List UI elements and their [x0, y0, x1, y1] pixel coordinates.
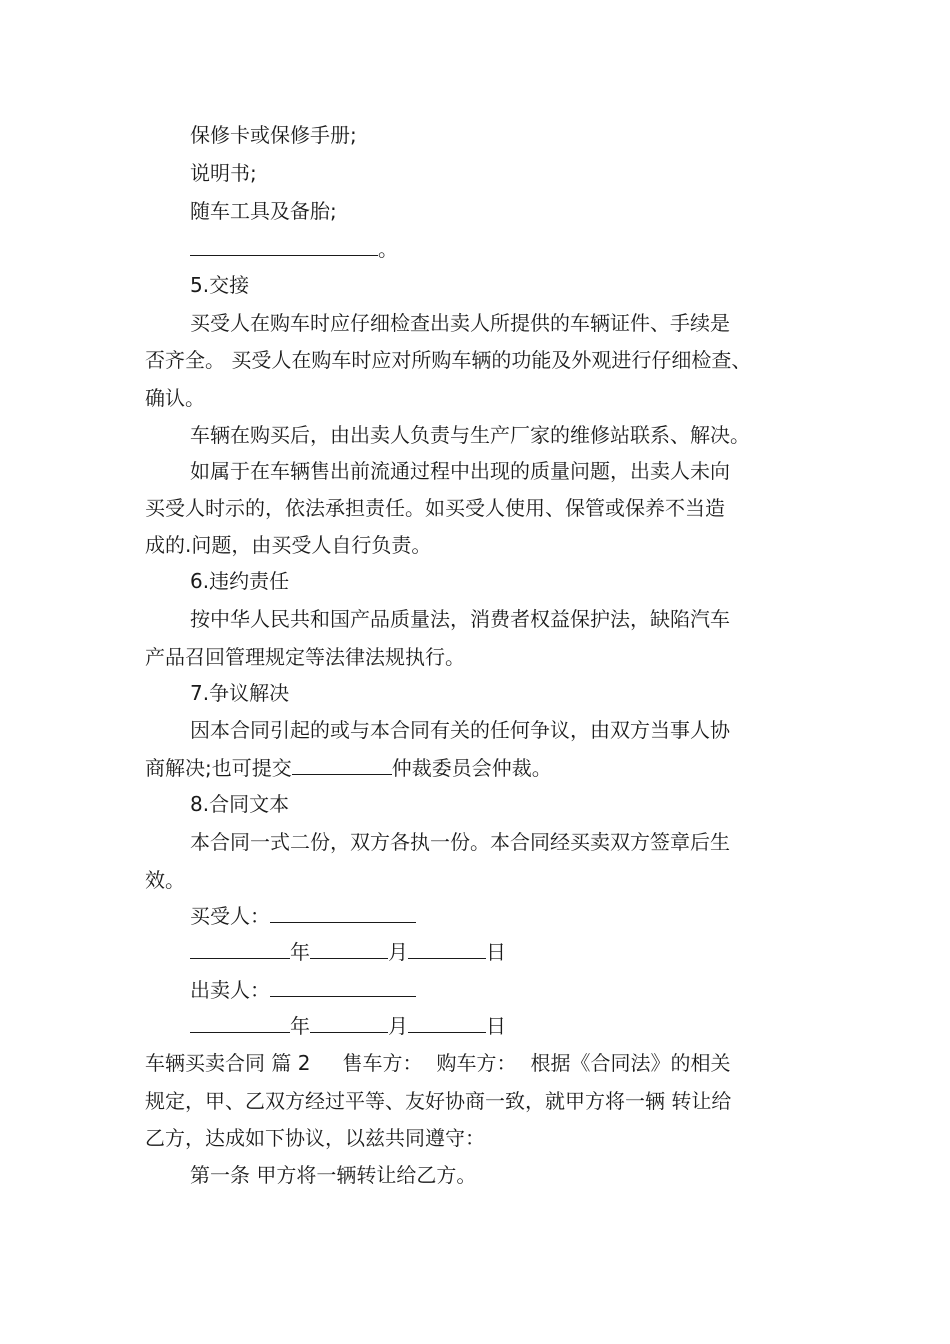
section-7-title: 7.争议解决 [190, 681, 290, 705]
day-label: 日 [486, 1014, 506, 1038]
section-8-paragraph-line-2: 效。 [145, 868, 185, 892]
buyer-date-line [190, 938, 506, 966]
seller-blank [270, 978, 416, 997]
section-8-title: 8.合同文本 [190, 792, 290, 816]
buyer-signature-line [190, 902, 416, 930]
contract-2-buyer-label: 购车方： [436, 1051, 517, 1075]
section-5-paragraph-1-line-2: 否齐全。 买受人在购车时应对所购车辆的功能及外观进行仔细检查、 [145, 348, 752, 372]
section-7-paragraph-line-2 [145, 754, 552, 782]
section-5-paragraph-3-line-2: 买受人时示的，依法承担责任。如买受人使用、保管或保养不当造 [145, 496, 725, 520]
item-other-end: 。 [378, 237, 398, 261]
contract-2-intro: 根据《合同法》的相关 [530, 1051, 731, 1075]
year-blank [190, 1014, 290, 1033]
section-5-paragraph-2: 车辆在购买后，由出卖人负责与生产厂家的维修站联系、解决。 [190, 423, 750, 447]
contract-2-article-1: 第一条 甲方将一辆转让给乙方。 [190, 1163, 477, 1187]
contract-2-line-3: 乙方，达成如下协议，以兹共同遵守： [145, 1126, 485, 1150]
section-7-paragraph-line-1: 因本合同引起的或与本合同有关的任何争议，由双方当事人协 [190, 718, 730, 742]
section-6-paragraph-line-2: 产品召回管理规定等法律法规执行。 [145, 645, 465, 669]
section-5-title: 5.交接 [190, 273, 250, 297]
buyer-label: 买受人： [190, 904, 270, 928]
buyer-blank [270, 904, 416, 923]
day-blank [408, 940, 486, 959]
month-blank [310, 1014, 388, 1033]
section-7-text-b: 仲裁委员会仲裁。 [391, 756, 552, 780]
contract-2-seller-label: 售车方： [342, 1051, 423, 1075]
section-5-paragraph-3-line-1: 如属于在车辆售出前流通过程中出现的质量问题，出卖人未向 [190, 459, 730, 483]
month-blank [310, 940, 388, 959]
section-5-paragraph-1-line-3: 确认。 [145, 386, 205, 410]
seller-signature-line [190, 976, 416, 1004]
item-warranty: 保修卡或保修手册; [190, 123, 357, 147]
month-label: 月 [388, 1014, 408, 1038]
item-other [190, 235, 398, 263]
section-5-paragraph-1-line-1: 买受人在购车时应仔细检查出卖人所提供的车辆证件、手续是 [190, 311, 730, 335]
day-label: 日 [486, 940, 506, 964]
item-tools: 随车工具及备胎; [190, 199, 337, 223]
contract-2-heading-line [145, 1049, 730, 1077]
section-6-paragraph-line-1: 按中华人民共和国产品质量法，消费者权益保护法，缺陷汽车 [190, 607, 730, 631]
section-7-text-a: 商解决;也可提交 [145, 756, 292, 780]
arbitration-blank [292, 756, 392, 775]
day-blank [408, 1014, 486, 1033]
seller-label: 出卖人： [190, 978, 270, 1002]
section-6-title: 6.违约责任 [190, 569, 290, 593]
seller-date-line [190, 1012, 506, 1040]
contract-2-title: 车辆买卖合同 篇 2 [145, 1051, 311, 1075]
section-8-paragraph-line-1: 本合同一式二份，双方各执一份。本合同经买卖双方签章后生 [190, 830, 730, 854]
blank-line [190, 237, 378, 256]
month-label: 月 [388, 940, 408, 964]
contract-2-line-2: 规定，甲、乙双方经过平等、友好协商一致，就甲方将一辆 转让给 [145, 1089, 732, 1113]
item-manual: 说明书; [190, 161, 257, 185]
year-label: 年 [290, 940, 310, 964]
year-label: 年 [290, 1014, 310, 1038]
year-blank [190, 940, 290, 959]
section-5-paragraph-3-line-3: 成的.问题，由买受人自行负责。 [145, 533, 432, 557]
